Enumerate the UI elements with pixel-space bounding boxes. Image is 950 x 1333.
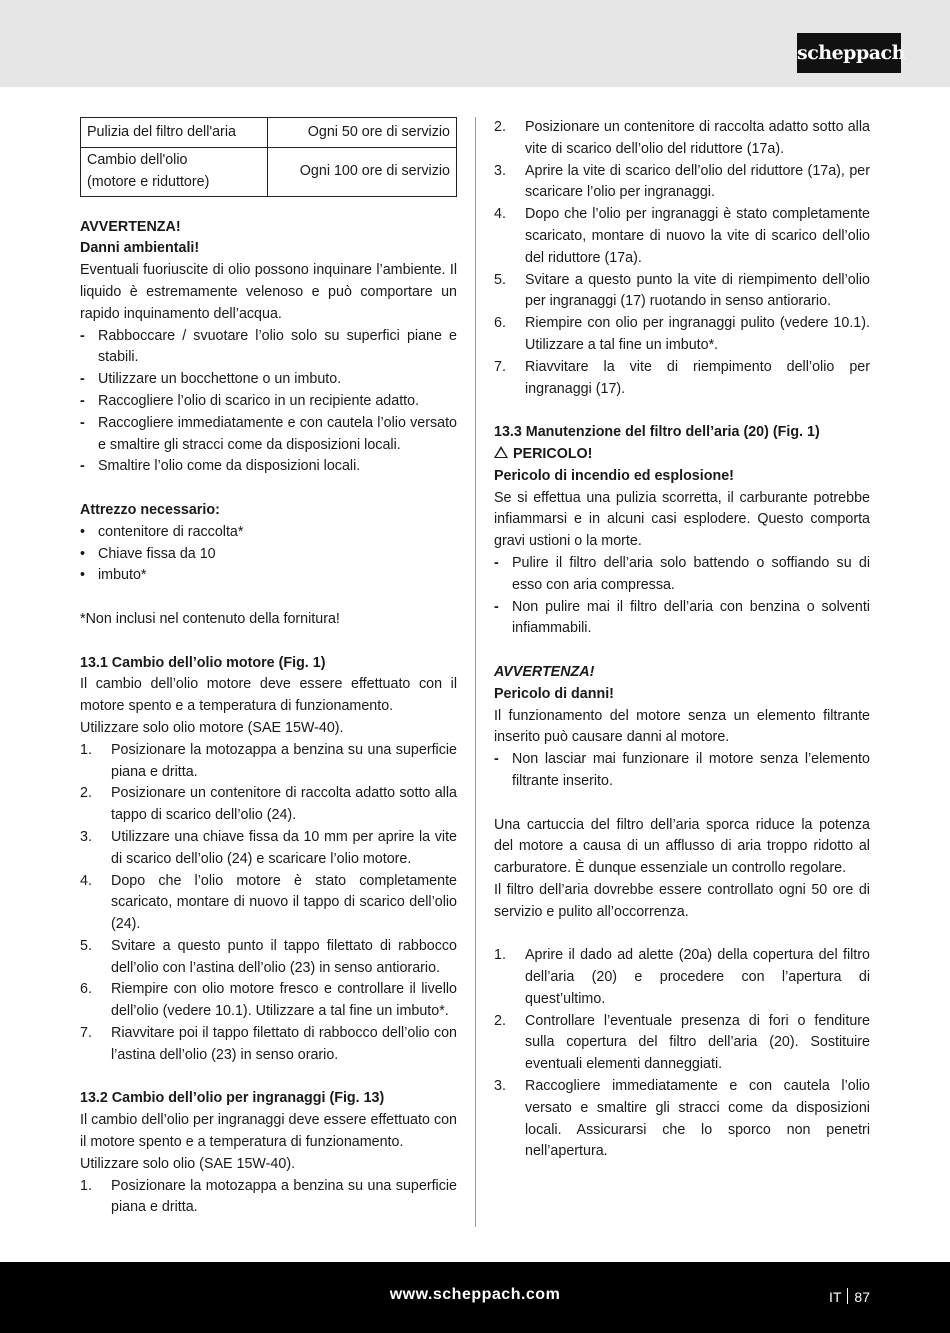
list-item: • contenitore di raccolta* <box>80 523 244 540</box>
table-row <box>81 118 457 148</box>
warning-list <box>494 749 870 793</box>
table-cell-interval: Ogni 50 ore di servizio <box>268 118 457 148</box>
air-filter-steps <box>494 945 870 1163</box>
steps-13-1 <box>80 740 457 1067</box>
section-intro: Il cambio dell’olio per ingranaggi deve essere effettuato con il motore spento e a temperatura di funzionamento. <box>80 1112 457 1151</box>
danger-list <box>494 553 870 640</box>
oil-spec: Utilizzare solo olio (SAE 15W-40). <box>80 1155 296 1172</box>
paragraph: Il filtro dell’aria dovrebbe essere controllato ogni 50 ore di servizio e pulito all’occorrenza. <box>494 881 870 920</box>
oil-spec: Utilizzare solo olio motore (SAE 15W-40). <box>80 719 344 736</box>
list-item: - Raccogliere immediatamente e con cautela l’olio versato e smaltire gli stracci come da disposizioni locali. <box>80 414 457 453</box>
list-item: 2. Controllare l’eventuale presenza di fori o fenditure sulla copertura del filtro dell’aria (20). Sostituire eventuali elementi danneggiati. <box>494 1012 870 1073</box>
paragraph: Una cartuccia del filtro dell’aria sporca riduce la potenza del motore a causa di un afflusso di aria troppo ridotto al carburatore. È dunque essenziale un controllo regolare. <box>494 816 870 877</box>
tools-list <box>80 522 457 587</box>
column-divider <box>475 117 476 1227</box>
warning-title: AVVERTENZA! <box>494 663 595 680</box>
page-number-value: 87 <box>854 1289 870 1305</box>
list-item: - Non pulire mai il filtro dell’aria con benzina o solventi infiammabili. <box>494 598 870 637</box>
page-number <box>829 1288 870 1305</box>
list-item: • imbuto* <box>80 567 147 584</box>
warning-subtitle: Danni ambientali! <box>80 240 200 257</box>
table-cell-interval: Ogni 100 ore di servizio <box>268 148 457 197</box>
list-item: 4. Dopo che l’olio per ingranaggi è stato completamente scaricato, montare di nuovo la vite di scarico dell’olio del riduttore (17a). <box>494 206 870 266</box>
warning-subtitle: Pericolo di danni! <box>494 685 614 702</box>
list-item: 6. Riempire con olio per ingranaggi pulito (vedere 10.1). Utilizzare a tal fine un imbuto*. <box>494 315 870 353</box>
list-item: 2. Posizionare un contenitore di raccolta adatto sotto alla tappo di scarico dell’olio (24). <box>80 785 457 824</box>
brand-logo: scheppach <box>797 33 901 73</box>
list-item: 1. Aprire il dado ad alette (20a) della copertura del filtro dell’aria (20) e procedere con l’apertura di quest’ultimo. <box>494 947 870 1007</box>
left-column <box>80 117 457 1219</box>
list-item: 6. Riempire con olio motore fresco e controllare il livello dell’olio (vedere 10.1). Utilizzare a tal fine un imbuto*. <box>80 981 457 1020</box>
tools-note: *Non inclusi nel contenuto della fornitura! <box>80 610 340 627</box>
maintenance-table <box>80 117 457 197</box>
section-title-13-1: 13.1 Cambio dell’olio motore (Fig. 1) <box>80 654 326 671</box>
steps-13-2-continued <box>494 117 870 400</box>
warning-list <box>80 326 457 479</box>
list-item: 5. Svitare a questo punto il tappo filettato di rabbocco dell’olio con l’astina dell’olio (23) in senso antiorario. <box>80 937 457 976</box>
list-item: 1. Posizionare la motozappa a benzina su una superficie piana e dritta. <box>80 741 457 780</box>
list-item: 5. Svitare a questo punto la vite di riempimento dell’olio per ingranaggi (17) ruotando in senso antiorario. <box>494 271 870 310</box>
list-item: - Raccogliere l’olio di scarico in un recipiente adatto. <box>80 392 420 409</box>
section-title-13-3: 13.3 Manutenzione del filtro dell’aria (20) (Fig. 1) <box>494 424 820 441</box>
danger-title: PERICOLO! <box>494 444 870 466</box>
right-column <box>494 117 870 1163</box>
section-title-13-2: 13.2 Cambio dell’olio per ingranaggi (Fig. 13) <box>80 1090 385 1107</box>
list-item: • Chiave fissa da 10 <box>80 545 216 562</box>
steps-13-2 <box>80 1176 457 1220</box>
task-line: Cambio dell'olio <box>87 152 188 168</box>
list-item: 3. Raccogliere immediatamente e con cautela l’olio versato e smaltire gli stracci come da disposizioni locali. Assicurarsi che lo sporco non penetri nell’apertura. <box>494 1078 870 1160</box>
warning-text: Eventuali fuoriuscite di olio possono inquinare l’ambiente. Il liquido è estremamente velenoso e può comportare un rapido inquinamento dell’acqua. <box>80 262 457 322</box>
section-intro: Il cambio dell’olio motore deve essere effettuato con il motore spento e a temperatura di funzionamento. <box>80 676 457 715</box>
list-item: 3. Aprire la vite di scarico dell’olio del riduttore (17a), per scaricare l’olio per ingranaggi. <box>494 162 870 201</box>
danger-text: Se si effettua una pulizia scorretta, il carburante potrebbe infiammarsi e in alcuni casi esplodere. Questo comporta gravi ustioni o la morte. <box>494 489 870 550</box>
table-row <box>81 148 457 197</box>
list-item: - Smaltire l’olio come da disposizioni locali. <box>80 458 361 475</box>
list-item: 4. Dopo che l’olio motore è stato completamente scaricato, montare di nuovo il tappo di scarico dell’olio (24). <box>80 872 457 933</box>
list-item: - Non lasciar mai funzionare il motore senza l’elemento filtrante inserito. <box>494 751 870 789</box>
danger-subtitle: Pericolo di incendio ed esplosione! <box>494 467 734 484</box>
list-item: 1. Posizionare la motozappa a benzina su una superficie piana e dritta. <box>80 1177 457 1216</box>
table-cell-task: Pulizia del filtro dell'aria <box>81 118 268 148</box>
table-cell-task <box>81 148 268 197</box>
list-item: - Pulire il filtro dell’aria solo battendo o soffiando su di esso con aria compressa. <box>494 554 870 593</box>
footer-url[interactable]: www.scheppach.com <box>389 1286 561 1303</box>
tools-title: Attrezzo necessario: <box>80 501 220 518</box>
footer-bar <box>0 1262 950 1333</box>
warning-text: Il funzionamento del motore senza un elemento filtrante inserito può causare danni al motore. <box>494 707 870 746</box>
task-line: (motore e riduttore) <box>87 173 210 190</box>
list-item: 3. Utilizzare una chiave fissa da 10 mm per aprire la vite di scarico dell’olio (24) e scaricare l’olio motore. <box>80 828 457 867</box>
warning-triangle-icon <box>494 446 508 458</box>
list-item: - Utilizzare un bocchettone o un imbuto. <box>80 371 342 388</box>
language-code: IT <box>828 1289 842 1305</box>
list-item: - Rabboccare / svuotare l’olio solo su superfici piane e stabili. <box>80 327 457 366</box>
list-item: 7. Riavvitare la vite di riempimento dell’olio per ingranaggi (17). <box>494 358 870 397</box>
list-item: 2. Posizionare un contenitore di raccolta adatto sotto alla vite di scarico dell’olio del riduttore (17a). <box>494 119 870 157</box>
warning-title: AVVERTENZA! <box>80 218 181 235</box>
list-item: 7. Riavvitare poi il tappo filettato di rabbocco dell’olio con l’astina dell’olio (23) in senso orario. <box>80 1025 457 1063</box>
header-band <box>0 0 950 87</box>
